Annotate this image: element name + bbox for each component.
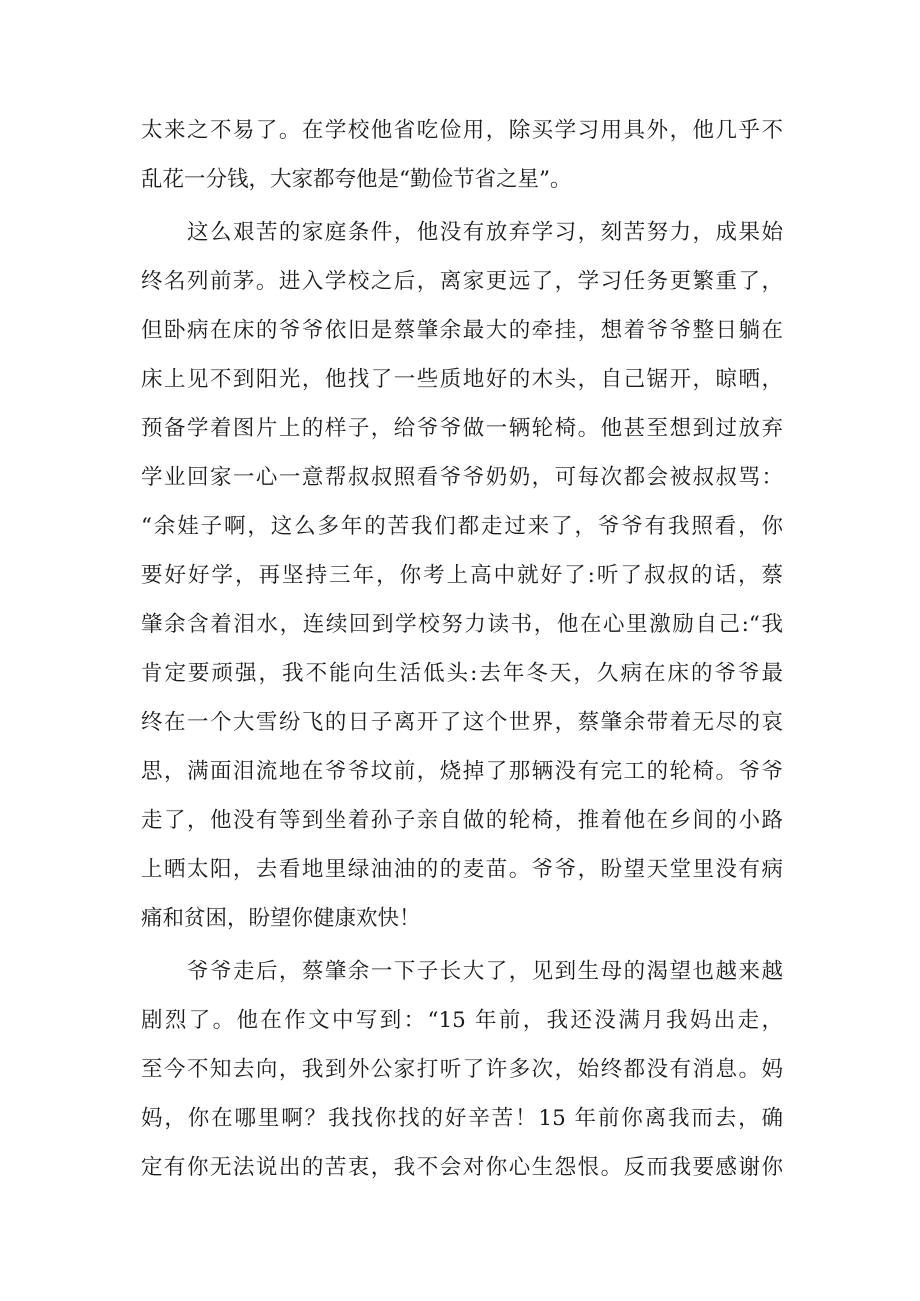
text-line: 终名列前茅。进入学校之后，离家更远了，学习任务更繁重了， bbox=[141, 269, 783, 294]
text-line: 肯定要顽强，我不能向生活低头:去年冬天，久病在床的爷爷最 bbox=[141, 661, 783, 686]
text-line: 这么艰苦的家庭条件，他没有放弃学习，刻苦努力，成果始 bbox=[187, 220, 783, 245]
text-line: 走了，他没有等到坐着孙子亲自做的轮椅，推着他在乡间的小路 bbox=[141, 808, 783, 833]
text-line: 爷爷走后，蔡肇余一下子长大了，见到生母的渴望也越来越 bbox=[187, 959, 783, 984]
text-line: 乱花一分钱，大家都夸他是“勤俭节省之星”。 bbox=[141, 167, 572, 192]
text-line: 思，满面泪流地在爷爷坟前，烧掉了那辆没有完工的轮椅。爷爷 bbox=[141, 759, 783, 784]
paragraph-1 bbox=[141, 106, 783, 204]
text-line: 妈，你在哪里啊？我找你找的好辛苦！15 年前你离我而去，确 bbox=[141, 1106, 783, 1131]
text-line: 终在一个大雪纷飞的日子离开了这个世界，蔡肇余带着无尽的哀 bbox=[141, 710, 783, 735]
document-body bbox=[141, 106, 783, 1192]
paragraph-3 bbox=[141, 947, 783, 1192]
text-line: 痛和贫困，盼望你健康欢快！ bbox=[141, 906, 421, 931]
text-line: 太来之不易了。在学校他省吃俭用，除买学习用具外，他几乎不 bbox=[141, 118, 783, 143]
paragraph-2 bbox=[141, 208, 783, 943]
text-line: 预备学着图片上的样子，给爷爷做一辆轮椅。他甚至想到过放弃 bbox=[141, 416, 783, 441]
text-line: 但卧病在床的爷爷依旧是蔡肇余最大的牵挂，想着爷爷整日躺在 bbox=[141, 318, 783, 343]
text-line: 肇余含着泪水，连续回到学校努力读书，他在心里激励自己:“我 bbox=[141, 612, 783, 637]
text-line: 学业回家一心一意帮叔叔照看爷爷奶奶，可每次都会被叔叔骂： bbox=[141, 465, 783, 490]
text-line: 至今不知去向，我到外公家打听了许多次，始终都没有消息。妈 bbox=[141, 1057, 783, 1082]
text-line: 上晒太阳，去看地里绿油油的的麦苗。爷爷，盼望天堂里没有病 bbox=[141, 857, 783, 882]
text-line: “余娃子啊，这么多年的苦我们都走过来了，爷爷有我照看，你 bbox=[141, 514, 783, 539]
text-line: 剧烈了。他在作文中写到：“15 年前，我还没满月我妈出走， bbox=[141, 1008, 783, 1033]
text-line: 定有你无法说出的苦衷，我不会对你心生怨恨。反而我要感谢你 bbox=[141, 1155, 783, 1180]
text-line: 要好好学，再坚持三年，你考上高中就好了:听了叔叔的话，蔡 bbox=[141, 563, 783, 588]
text-line: 床上见不到阳光，他找了一些质地好的木头，自己锯开，晾晒， bbox=[141, 367, 783, 392]
